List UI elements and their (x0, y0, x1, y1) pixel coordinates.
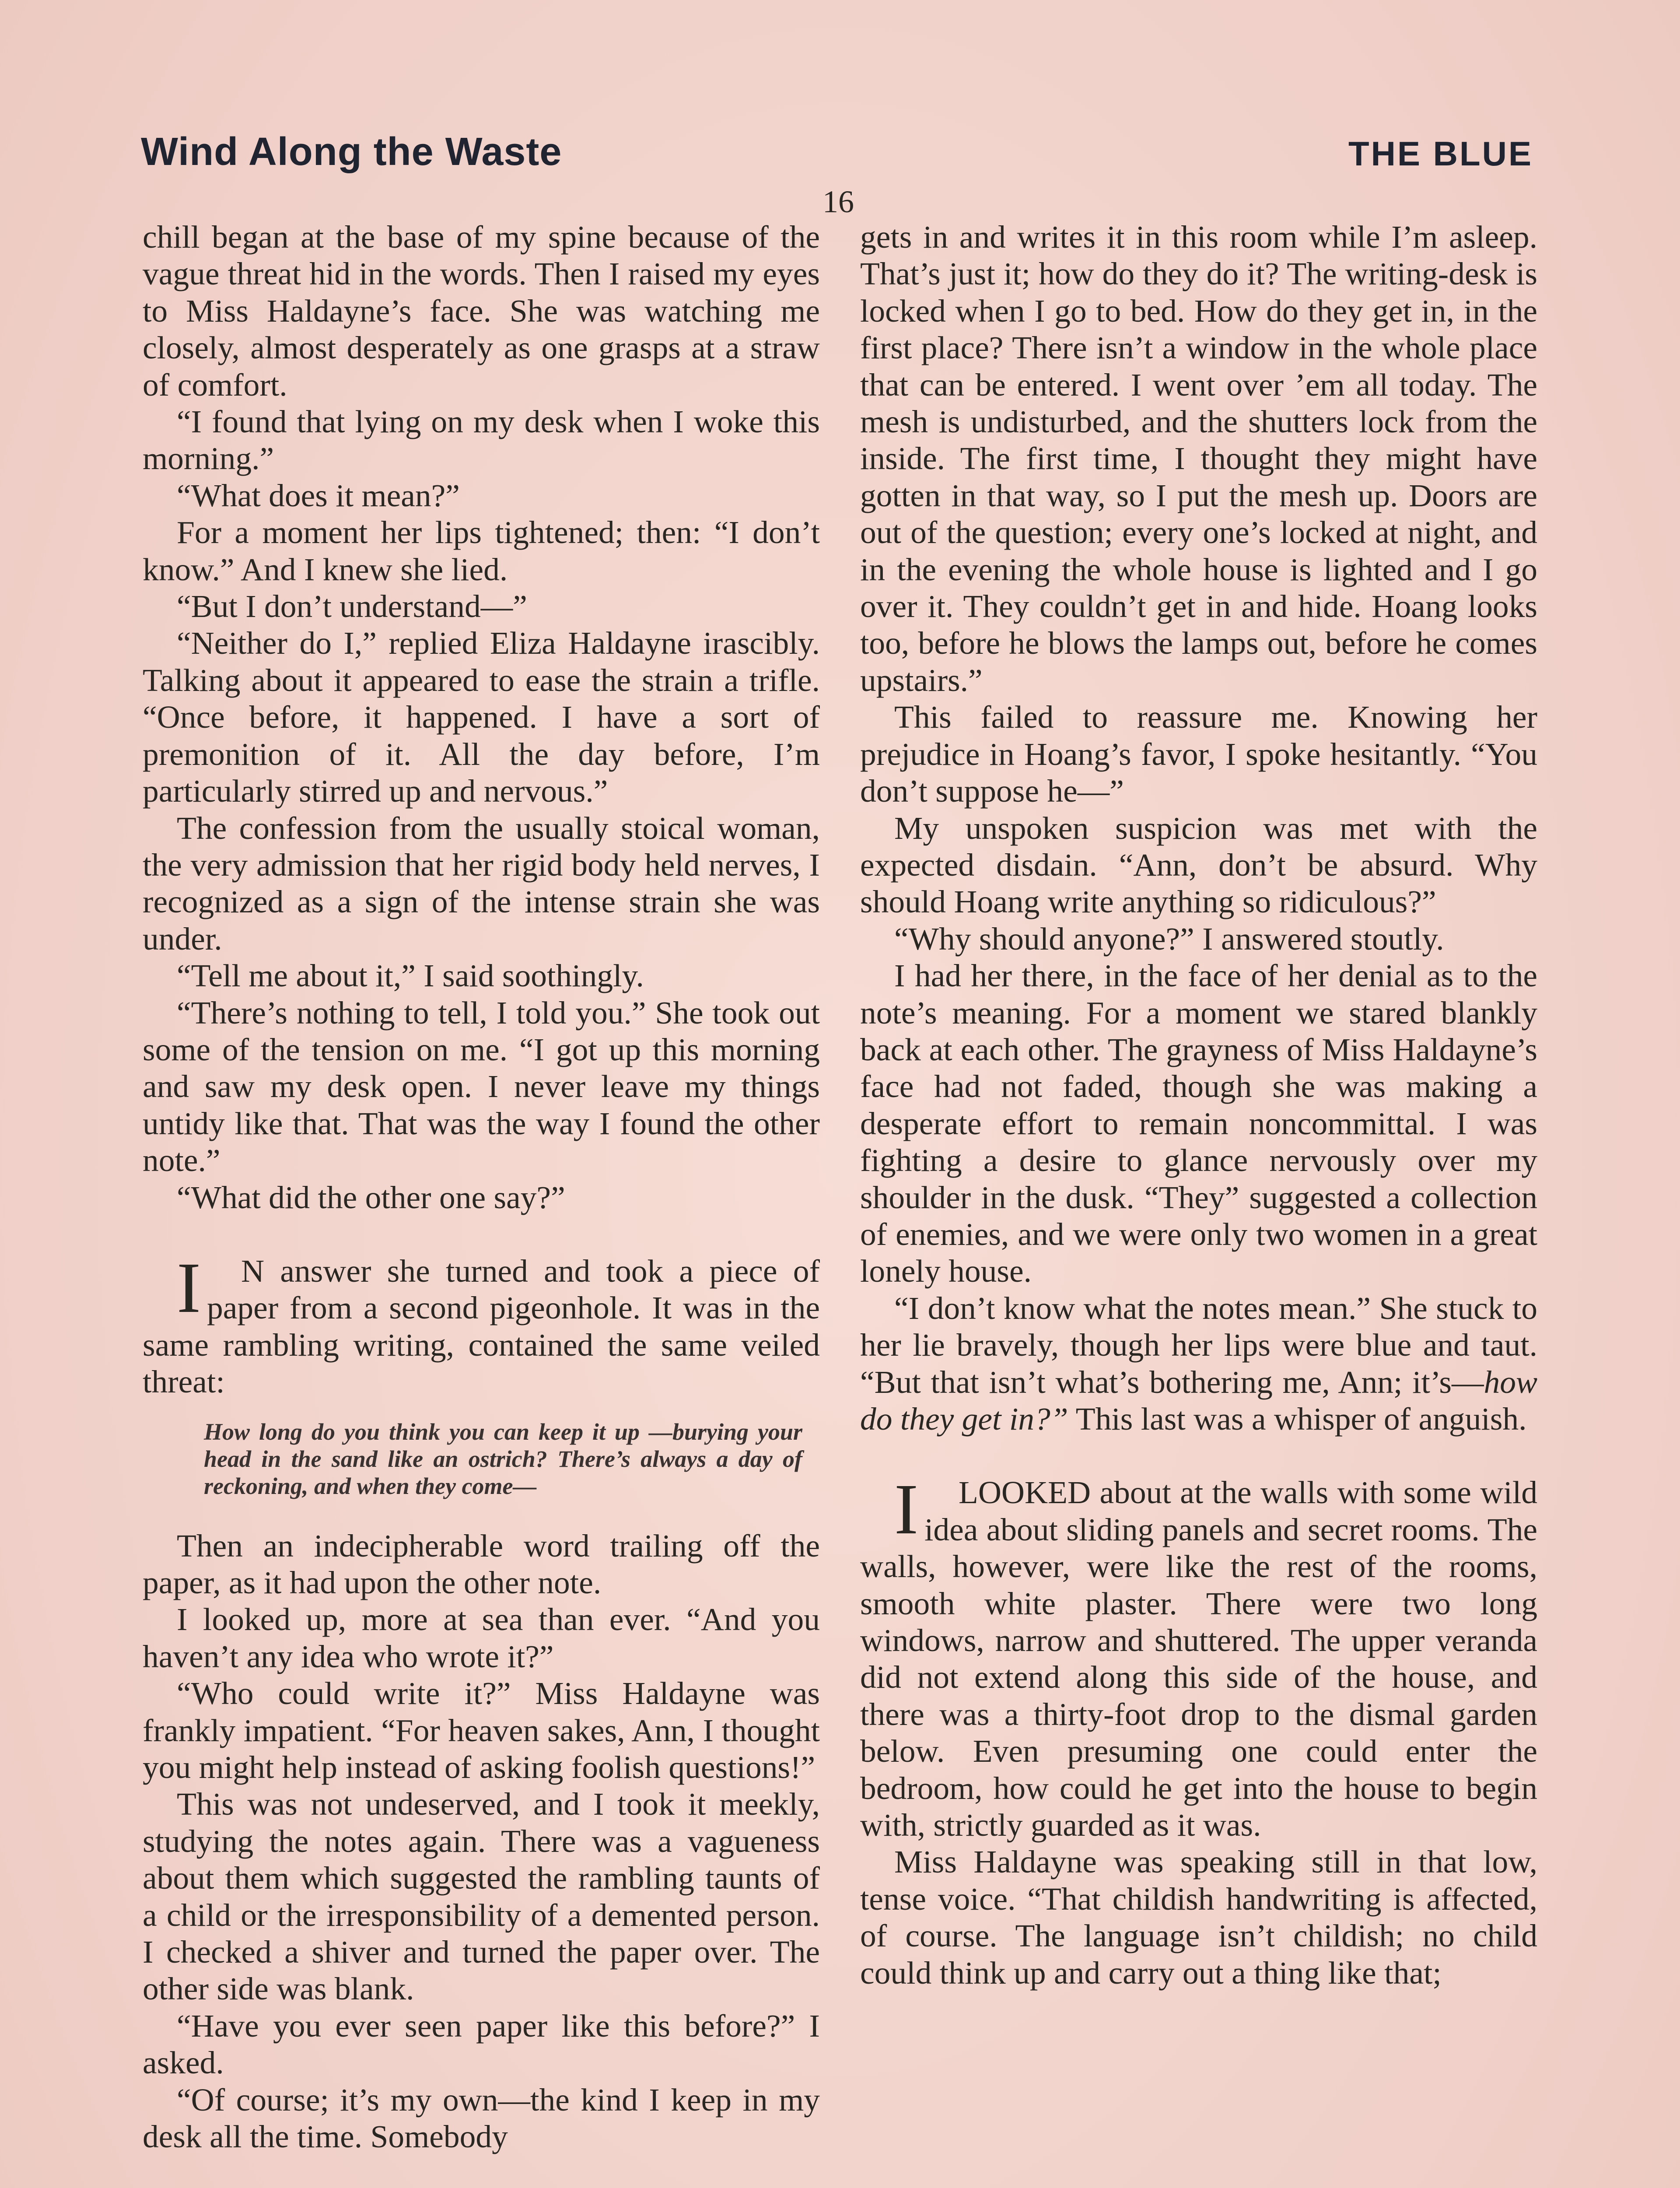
left-column (143, 219, 820, 2156)
paragraph: This failed to reassure me. Knowing her prejudice in Hoang’s favor, I spoke hesitantly. “You don’t suppose he—” (860, 699, 1537, 809)
paragraph: “I found that lying on my desk when I woke this morning.” (143, 404, 820, 477)
paragraph: Miss Haldayne was speaking still in that low, tense voice. “That childish handwriting is affected, of course. The language isn’t childish; no child could think up and carry out a thing like that; (860, 1844, 1537, 1991)
right-column (860, 219, 1537, 1992)
paragraph: “Tell me about it,” I said soothingly. (177, 958, 644, 994)
paragraph: “Why should anyone?” I answered stoutly. (894, 921, 1444, 957)
paragraph: gets in and writes it in this room while I’m asleep. That’s just it; how do they do it? The writing-desk is locked when I go to bed. How do they get in, in the first place? There isn’t a window in the whole place that can be entered. I went over ’em all today. The mesh is undisturbed, and the shutters lock from the inside. The first time, I thought they might have gotten in that way, so I put the mesh up. Doors are out of the question; every one’s locked at night, and in the evening the whole house is lighted and I go over it. They couldn’t get in and hide. Hoang looks too, before he blows the lamps out, before he comes upstairs.” (860, 219, 1537, 698)
paragraph: “There’s nothing to tell, I told you.” She took out some of the tension on me. “I got up this morning and saw my desk open. I never leave my things untidy like that. That was the way I found the other note.” (143, 995, 820, 1178)
section-opening-text: N answer she turned and took a piece of paper from a second pigeonhole. It was in the same rambling writing, contained the same veiled threat: (143, 1253, 820, 1400)
paragraph: “Of course; it’s my own—the kind I keep in my desk all the time. Somebody (143, 2082, 820, 2155)
section-opening-text: LOOKED about at the walls with some wild idea about sliding panels and secret rooms. The walls, however, were like the rest of the rooms, smooth white plaster. There were two long windows, narrow and shuttered. The upper veranda did not extend along this side of the house, and there was a thirty-foot drop to the dismal garden below. Even presuming one could enter the bedroom, how could he get into the house to begin with, strictly guarded as it was. (860, 1475, 1537, 1843)
section-opening-paragraph (860, 1469, 1537, 1844)
text-run: This last was a whisper of anguish. (1068, 1401, 1527, 1437)
paragraph: “But I don’t understand—” (177, 589, 527, 624)
italic-text: how do they get in?” (860, 1364, 1537, 1437)
text-run: “I don’t know what the notes mean.” She stuck to her lie bravely, though her lips were blue and taut. “But that isn’t what’s bothering me, Ann; it’s— (860, 1290, 1537, 1400)
paragraph: This was not undeserved, and I took it meekly, studying the notes again. There was a vagueness about them which suggested the rambling taunts of a child or the irresponsibility of a demented person. I checked a shiver and turned the paper over. The other side was blank. (143, 1786, 820, 2007)
magazine-name: THE BLUE (1348, 134, 1533, 173)
story-title: Wind Along the Waste (141, 130, 562, 174)
drop-cap: I (177, 1247, 201, 1328)
drop-cap: I (894, 1469, 918, 1550)
section-opening-paragraph (143, 1247, 820, 1401)
paragraph: “What did the other one say?” (177, 1179, 565, 1215)
paragraph: “Neither do I,” replied Eliza Haldayne irascibly. Talking about it appeared to ease the strain a trifle. “Once before, it happened. I have a sort of premonition of it. All the day before, I’m particularly stirred up and nervous.” (143, 625, 820, 809)
paragraph: “Who could write it?” Miss Haldayne was frankly impatient. “For heaven sakes, Ann, I thought you might help instead of asking foolish questions!” (143, 1676, 820, 1785)
paragraph: chill began at the base of my spine because of the vague threat hid in the words. Then I raised my eyes to Miss Haldayne’s face. She was watching me closely, almost desperately as one grasps at a straw of comfort. (143, 219, 820, 403)
paragraph: The confession from the usually stoical woman, the very admission that her rigid body held nerves, I recognized as a sign of the intense strain she was under. (143, 810, 820, 957)
paragraph: My unspoken suspicion was met with the expected disdain. “Ann, don’t be absurd. Why should Hoang write anything so ridiculous?” (860, 810, 1537, 920)
paragraph: I had her there, in the face of her denial as to the note’s meaning. For a moment we stared blankly back at each other. The grayness of Miss Haldayne’s face had not faded, though she was making a desperate effort to remain noncommittal. I was fighting a desire to glance nervously over my shoulder in the dusk. “They” suggested a collection of enemies, and we were only two women in a great lonely house. (860, 958, 1537, 1289)
paragraph: “What does it mean?” (177, 477, 460, 513)
quoted-note: How long do you think you can keep it up —burying your head in the sand like an ostrich? There’s always a day of reckoning, and when they come— (204, 1418, 802, 1499)
paragraph (860, 1290, 1537, 1438)
paragraph: For a moment her lips tightened; then: “I don’t know.” And I knew she lied. (143, 515, 820, 587)
paragraph: “Have you ever seen paper like this before?” I asked. (143, 2008, 820, 2081)
page-number: 16 (822, 184, 854, 219)
paragraph: I looked up, more at sea than ever. “And you haven’t any idea who wrote it?” (143, 1602, 820, 1674)
paragraph: Then an indecipherable word trailing off the paper, as it had upon the other note. (143, 1528, 820, 1600)
